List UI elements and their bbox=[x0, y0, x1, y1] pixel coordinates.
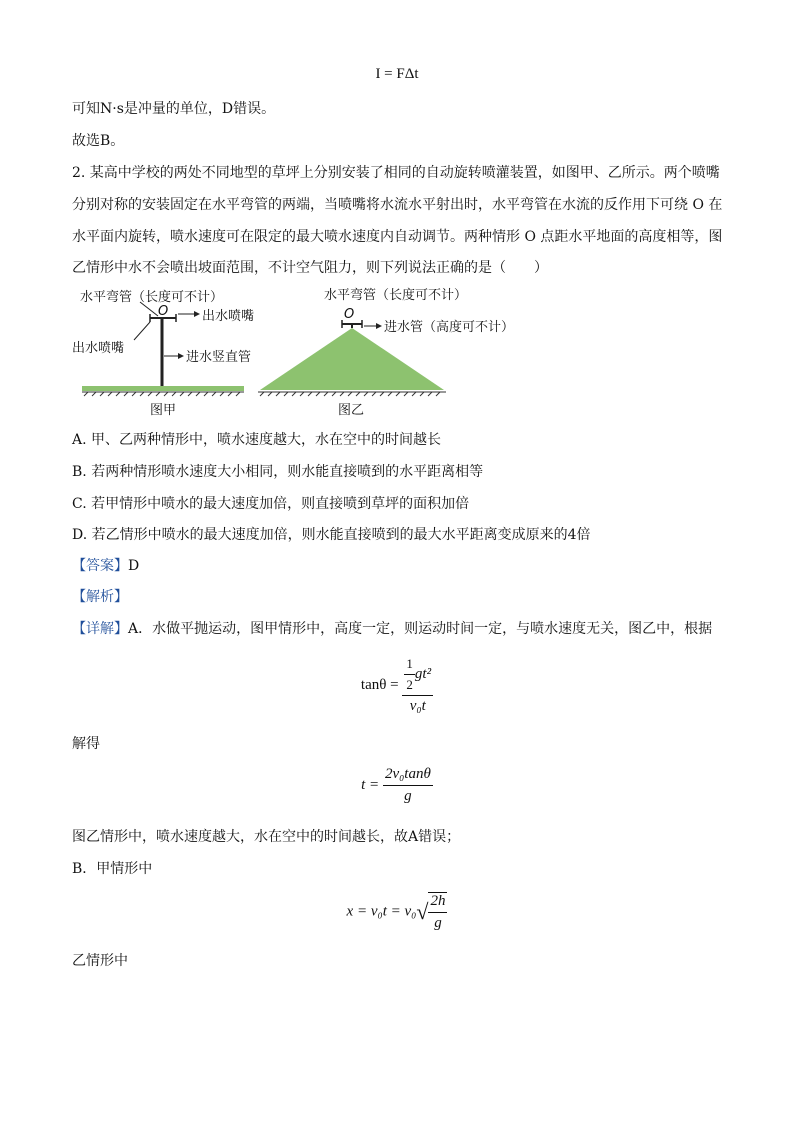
label-bend-pipe-jia: 水平弯管（长度可不计） bbox=[80, 290, 224, 305]
analysis-line bbox=[72, 587, 128, 607]
eq-tan-lhs: tanθ = bbox=[360, 676, 399, 693]
question-line-4: 乙情形中水不会喷出坡面范围，不计空气阻力，则下列说法正确的是（ ） bbox=[72, 260, 548, 276]
option-b: B. 若两种情形喷水速度大小相同，则水能直接喷到的水平距离相等 bbox=[72, 464, 484, 480]
analysis-label: 【解析】 bbox=[72, 589, 128, 605]
equation-x bbox=[0, 892, 794, 932]
question-line-2: 分别对称的安装固定在水平弯管的两端，当喷嘴将水流水平射出时，水平弯管在水流的反作用下可绕 O 在 bbox=[72, 197, 723, 213]
detail-text: A．水做平抛运动，图甲情形中，高度一定，则运动时间一定，与喷水速度无关，图乙中，根据 bbox=[128, 621, 713, 637]
text-yi-start: 乙情形中 bbox=[72, 953, 128, 969]
caption-yi: 图乙 bbox=[338, 403, 365, 418]
label-o-jia: O bbox=[158, 304, 169, 319]
eq-tan-half-num: 1 bbox=[404, 656, 415, 675]
caption-jia: 图甲 bbox=[150, 403, 177, 418]
text-solve: 解得 bbox=[72, 736, 100, 752]
figure-sprinklers bbox=[66, 284, 516, 420]
text-unit-conclusion: 可知N·s是冲量的单位，D错误。 bbox=[72, 101, 276, 117]
eq-x-lhs: x = v₀t = v₀ bbox=[346, 903, 417, 920]
figure-yi bbox=[258, 287, 514, 418]
sqrt-icon: √ bbox=[416, 899, 429, 924]
text-option-b-start: B．甲情形中 bbox=[72, 861, 153, 877]
question-line-3: 水平面内旋转，喷水速度可在限定的最大喷水速度内自动调节。两种情形 O 点距水平地面的高度相等，图 bbox=[72, 229, 723, 245]
label-o-yi: O bbox=[344, 307, 355, 322]
eq-t-num: 2v₀tanθ bbox=[383, 766, 433, 786]
eq-t-den: g bbox=[404, 788, 412, 804]
answer-line bbox=[72, 556, 139, 576]
label-inlet-pipe-yi: 进水管（高度可不计） bbox=[384, 320, 515, 335]
eq-tan-half-den: 2 bbox=[406, 677, 413, 692]
figure-jia bbox=[72, 289, 254, 418]
lawn-ground bbox=[82, 386, 244, 391]
answer-label: 【答案】 bbox=[72, 558, 128, 574]
eq-tan-gt2: gt² bbox=[414, 665, 432, 682]
equation-t bbox=[0, 766, 794, 805]
label-nozzle-right: 出水喷嘴 bbox=[202, 309, 255, 324]
label-vertical-pipe: 进水竖直管 bbox=[186, 350, 252, 365]
eq-tan-den: v₀t bbox=[409, 698, 426, 714]
text-conclusion-a: 图乙情形中，喷水速度越大，水在空中的时间越长，故A错误； bbox=[72, 829, 461, 845]
eq-x-num: 2h bbox=[428, 893, 447, 913]
option-c: C. 若甲情形中喷水的最大速度加倍，则直接喷到草坪的面积加倍 bbox=[72, 496, 470, 512]
equation-tan-theta bbox=[0, 656, 794, 715]
detail-line bbox=[72, 619, 712, 639]
detail-label: 【详解】 bbox=[72, 621, 128, 637]
text-choose-b: 故选B。 bbox=[72, 133, 125, 149]
question-line-1: 2. 某高中学校的两处不同地型的草坪上分别安装了相同的自动旋转喷灌装置，如图甲、乙所示。两个喷嘴 bbox=[72, 165, 720, 181]
option-a: A. 甲、乙两种情形中，喷水速度越大，水在空中的时间越长 bbox=[72, 432, 442, 448]
label-nozzle-left: 出水喷嘴 bbox=[72, 341, 125, 356]
formula-impulse: I = FΔt bbox=[375, 66, 419, 82]
answer-value: D bbox=[128, 558, 140, 574]
option-d: D. 若乙情形中喷水的最大速度加倍，则水能直接喷到的最大水平距离变成原来的4倍 bbox=[72, 527, 591, 543]
label-bend-pipe-yi: 水平弯管（长度可不计） bbox=[324, 288, 468, 303]
eq-t-lhs: t = bbox=[361, 776, 380, 793]
slope-lawn bbox=[260, 328, 444, 390]
eq-x-den: g bbox=[434, 915, 442, 931]
